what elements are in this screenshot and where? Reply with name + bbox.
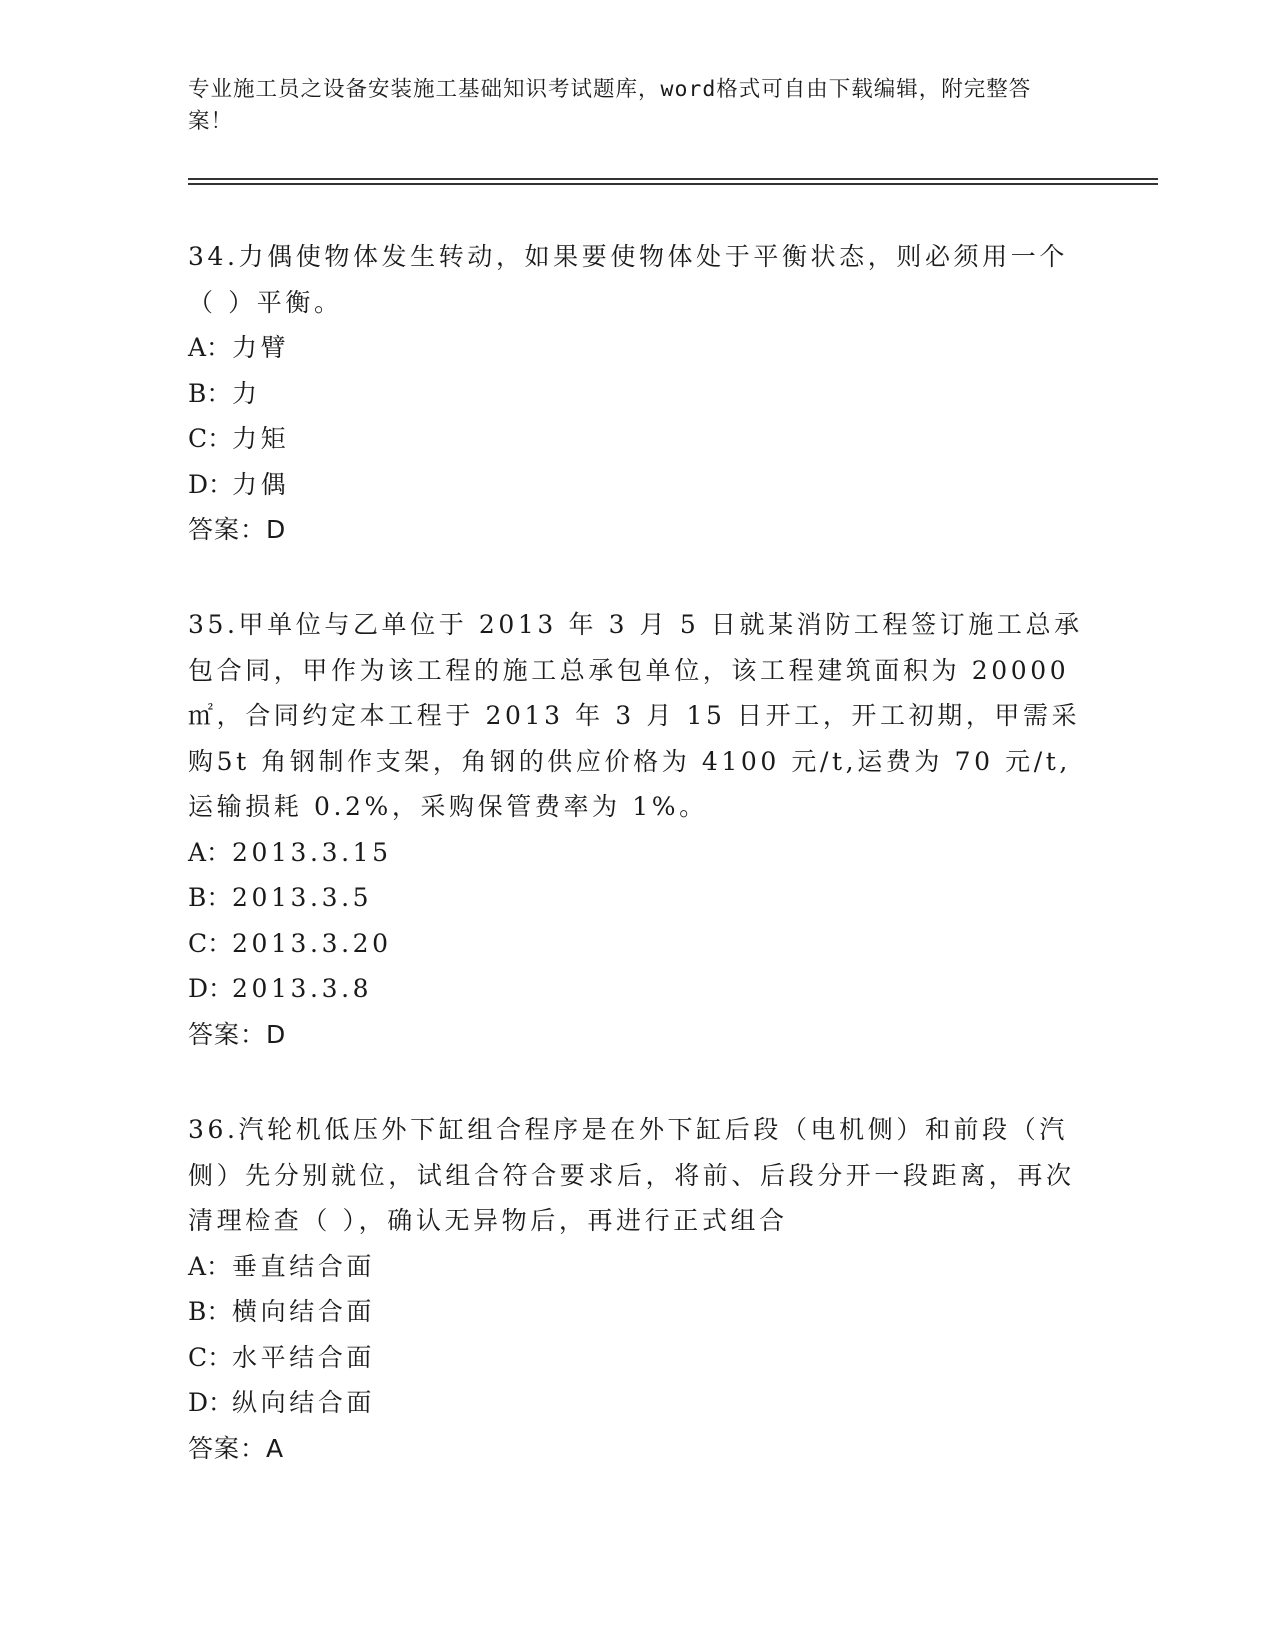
option-a: [188, 830, 1088, 876]
option-text: 力: [232, 378, 261, 408]
option-b: [188, 371, 1088, 417]
option-key: B：: [188, 1297, 232, 1326]
option-a: [188, 325, 1088, 371]
question-36: [188, 1107, 1088, 1471]
option-text: 纵向结合面: [232, 1388, 376, 1417]
option-text: 横向结合面: [232, 1297, 376, 1326]
option-c: [188, 921, 1088, 967]
document-header: 专业施工员之设备安装施工基础知识考试题库，word格式可自由下载编辑，附完整答案！: [188, 77, 1032, 134]
option-text: 2013.3.8: [232, 974, 373, 1003]
question-text: 36.汽轮机低压外下缸组合程序是在外下缸后段（电机侧）和前段（汽侧）先分别就位，试组合符合要求后，将前、后段分开一段距离，再次清理检查（ ），确认无异物后，再进行正式组合: [188, 1115, 1075, 1235]
option-key: B：: [188, 378, 232, 408]
option-d: [188, 966, 1088, 1012]
option-key: C：: [188, 424, 233, 453]
option-text: 力臂: [232, 333, 290, 362]
option-text: 力矩: [232, 424, 290, 453]
option-d: [188, 1380, 1088, 1426]
answer-line: 答案：A: [188, 1433, 285, 1463]
question-text: 35.甲单位与乙单位于 2013 年 3 月 5 日就某消防工程签订施工总承包合同，甲作为该工程的施工总承包单位，该工程建筑面积为 20000㎡，合同约定本工程于 2013 年 3 月 15 日开工，开工初期，甲需采购5t 角钢制作支架，角钢的供应价格为 4100 元/t,运费为 70 元/t,运输损耗 0.2%，采购保管费率为 1%。: [188, 610, 1083, 821]
header-divider-bottom: [188, 183, 1158, 185]
option-text: 水平结合面: [232, 1342, 376, 1372]
option-key: D：: [188, 1388, 234, 1417]
option-b: [188, 1289, 1088, 1335]
question-text: 34.力偶使物体发生转动，如果要使物体处于平衡状态，则必须用一个（ ）平衡。: [188, 242, 1068, 317]
option-key: D：: [188, 469, 234, 499]
option-key: A：: [188, 1251, 232, 1281]
question-34: [188, 234, 1088, 553]
option-text: 2013.3.20: [232, 928, 392, 958]
option-key: C：: [188, 928, 233, 958]
option-a: [188, 1244, 1088, 1290]
option-b: [188, 875, 1088, 921]
option-text: 2013.3.15: [232, 837, 392, 867]
header-divider-top: [188, 178, 1158, 180]
option-key: D：: [188, 974, 234, 1003]
option-c: [188, 416, 1088, 462]
option-key: C：: [188, 1342, 233, 1372]
option-text: 力偶: [232, 469, 290, 499]
option-key: B：: [188, 883, 232, 912]
option-key: A：: [188, 837, 232, 867]
question-35: [188, 602, 1088, 1057]
answer-line: 答案：D: [188, 515, 287, 544]
answer-line: 答案：D: [188, 1019, 287, 1049]
option-key: A：: [188, 333, 232, 362]
option-text: 2013.3.5: [232, 883, 373, 912]
option-c: [188, 1335, 1088, 1381]
option-d: [188, 462, 1088, 508]
option-text: 垂直结合面: [232, 1251, 376, 1281]
